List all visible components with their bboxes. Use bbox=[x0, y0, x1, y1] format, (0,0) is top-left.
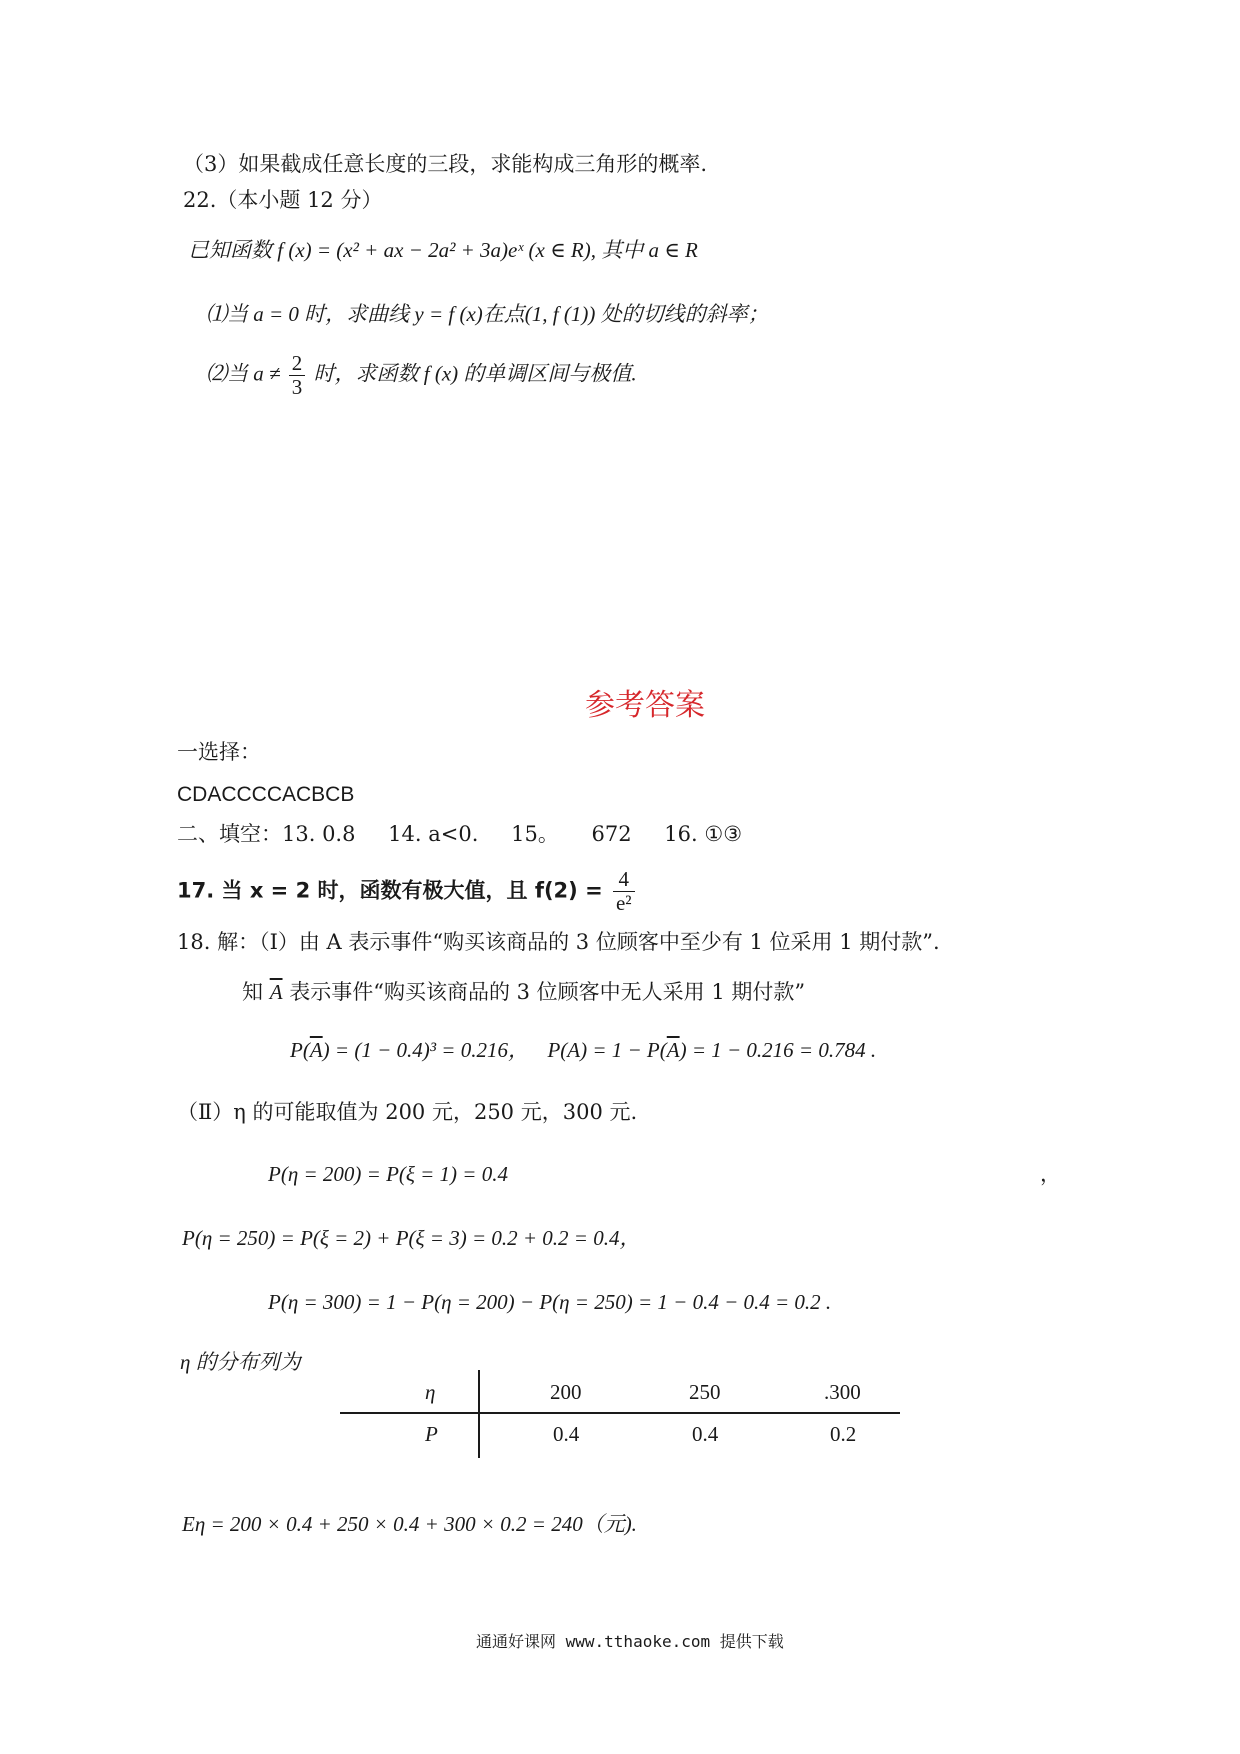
q22-part1: ⑴当 a = 0 时，求曲线 y = f (x)在点(1, f (1)) 处的切线的斜率； bbox=[206, 302, 769, 326]
table-header-300: .300 bbox=[824, 1380, 861, 1404]
answer-title: 参考答案 bbox=[585, 688, 705, 723]
q18-line2-prefix: 知 bbox=[242, 980, 263, 1004]
q18-eq2-a: P(A) = 1 − P( bbox=[547, 1038, 667, 1062]
q17-frac-den: e² bbox=[613, 891, 635, 915]
table-header-200: 200 bbox=[550, 1380, 582, 1404]
q17-fraction bbox=[613, 868, 635, 915]
q22-part2-prefix: ⑵当 a ≠ bbox=[206, 361, 281, 386]
q18-line1: 18. 解：（Ⅰ）由 A 表示事件“购买该商品的 3 位顾客中至少有 1 位采用 1 期付款”. bbox=[177, 930, 940, 954]
q22-part2-frac-num: 2 bbox=[291, 351, 303, 375]
q22-part2-fraction bbox=[289, 352, 306, 399]
expectation: Eη = 200 × 0.4 + 250 × 0.4 + 300 × 0.2 = 240（元). bbox=[182, 1512, 637, 1536]
q22-intro: 已知函数 f (x) = (x² + ax − 2a² + 3a)eˣ (x ∈ R), 其中 a ∈ R bbox=[188, 238, 698, 262]
table-row-p200: 0.4 bbox=[553, 1422, 580, 1446]
sec2-line bbox=[177, 822, 742, 847]
q18-line2-a-bar: $\overline{A}$ bbox=[269, 980, 283, 1004]
answer-15-value: 672 bbox=[591, 822, 632, 846]
sec1-label: 一选择： bbox=[177, 740, 261, 764]
answer-14: 14. a<0. bbox=[388, 822, 479, 846]
answer-16: 16. ①③ bbox=[664, 822, 743, 846]
q18-eq2-a-bar: $\overline{A}$ bbox=[666, 1038, 680, 1062]
q22-part2-frac-den: 3 bbox=[289, 375, 306, 399]
eq-p300: P(η = 300) = 1 − P(η = 200) − P(η = 250) = 1 − 0.4 − 0.4 = 0.2 . bbox=[268, 1290, 832, 1314]
answer-15: 15。 bbox=[511, 822, 559, 846]
distribution-table bbox=[340, 1370, 900, 1458]
q21-part3: （3）如果截成任意长度的三段，求能构成三角形的概率. bbox=[183, 152, 708, 176]
eq-p200: P(η = 200) = P(ξ = 1) = 0.4 bbox=[268, 1162, 508, 1186]
q22-part2-suffix: 时，求函数 f (x) 的单调区间与极值. bbox=[313, 361, 637, 386]
table-hline bbox=[340, 1412, 900, 1414]
eq-p250: P(η = 250) = P(ξ = 2) + P(ξ = 3) = 0.2 + 0.2 = 0.4， bbox=[182, 1226, 641, 1250]
sec2-label: 二、填空：13. 0.8 bbox=[177, 822, 356, 846]
q18-part2: （Ⅱ）η 的可能取值为 200 元，250 元，300 元. bbox=[177, 1100, 638, 1124]
q22-header: 22.（本小题 12 分） bbox=[183, 188, 383, 212]
q17-answer bbox=[177, 868, 638, 915]
eq-p200-comma: ， bbox=[1040, 1162, 1061, 1186]
table-vline bbox=[478, 1370, 480, 1458]
q18-line2 bbox=[242, 980, 805, 1005]
q18-eq2-c: ) = 1 − 0.216 = 0.784 . bbox=[679, 1038, 877, 1062]
footer: 通通好课网 www.tthaoke.com 提供下载 bbox=[476, 1632, 784, 1651]
q18-line2-suffix: 表示事件“购买该商品的 3 位顾客中无人采用 1 期付款” bbox=[289, 980, 806, 1004]
q17-prefix: 17. 当 x = 2 时，函数有极大值，且 f(2) = bbox=[177, 878, 603, 903]
sec1-answers: CDACCCCACBCB bbox=[177, 783, 355, 806]
table-row-p250: 0.4 bbox=[692, 1422, 719, 1446]
table-header-eta: η bbox=[425, 1380, 436, 1404]
table-header-250: 250 bbox=[689, 1380, 721, 1404]
q17-frac-num: 4 bbox=[618, 867, 630, 891]
q18-eq1-c: ) = (1 − 0.4)³ = 0.216， bbox=[322, 1038, 529, 1062]
q18-eq-line bbox=[290, 1038, 876, 1063]
table-row-p300: 0.2 bbox=[830, 1422, 857, 1446]
q22-part2 bbox=[206, 352, 637, 399]
dist-label: η 的分布列为 bbox=[180, 1350, 301, 1374]
q18-eq1-a-bar: $\overline{A}$ bbox=[309, 1038, 323, 1062]
q18-eq1-a: P( bbox=[290, 1038, 310, 1062]
table-row-p: P bbox=[425, 1422, 438, 1446]
